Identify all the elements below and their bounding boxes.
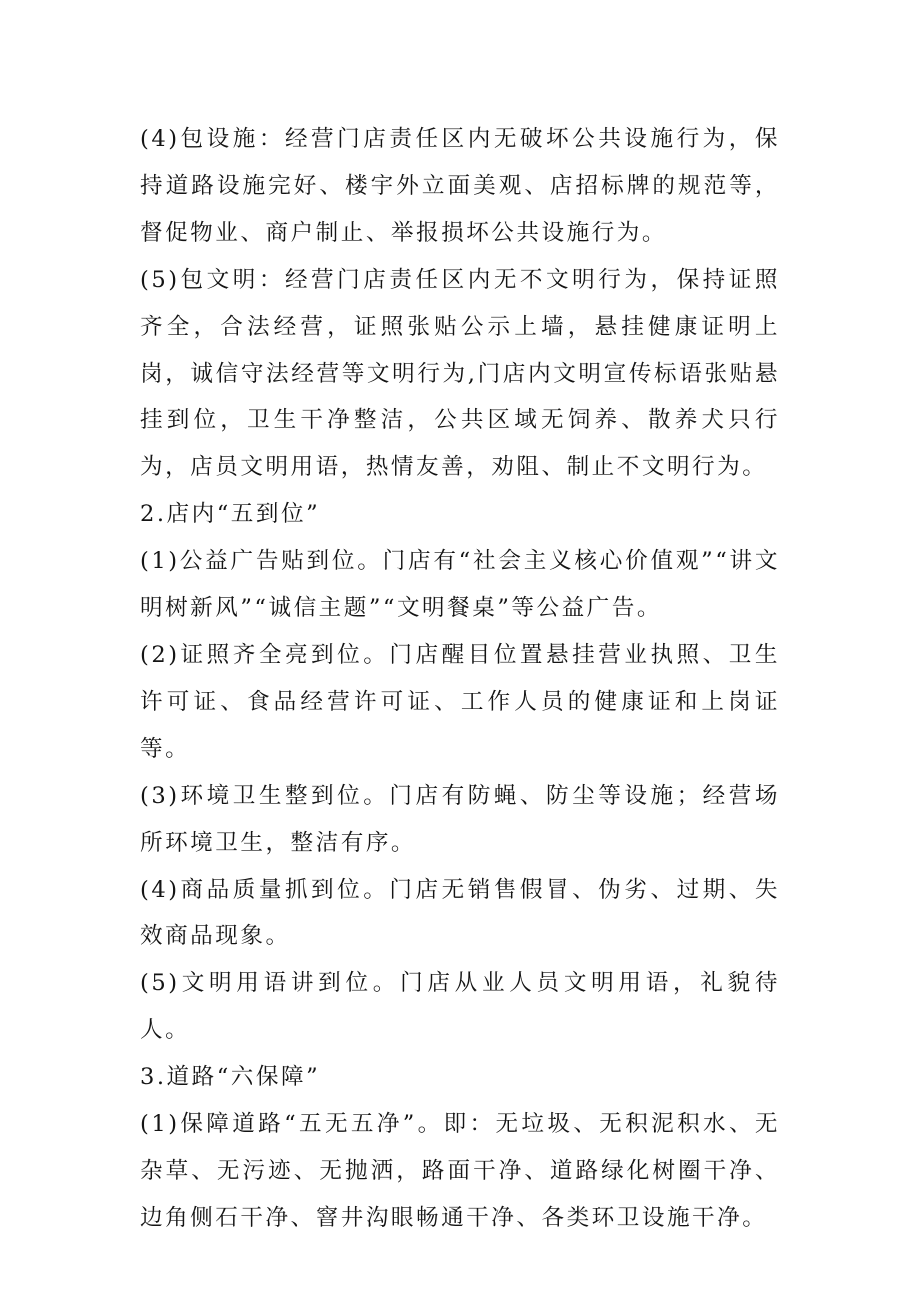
paragraph-public-ads: (1)公益广告贴到位。门店有“社会主义核心价值观”“讲文明树新风”“诚信主题”“文明餐桌”等公益广告。 [140,548,780,622]
section-heading-store-five: 2.店内“五到位” [140,501,321,528]
paragraph-language: (5)文明用语讲到位。门店从业人员文明用语，礼貌待人。 [140,970,780,1044]
document-page [140,116,780,1242]
section-heading-road-six: 3.道路“六保障” [140,1064,321,1091]
paragraph-hygiene: (3)环境卫生整到位。门店有防蝇、防尘等设施；经营场所环境卫生，整洁有序。 [140,782,780,856]
paragraph-quality: (4)商品质量抓到位。门店无销售假冒、伪劣、过期、失效商品现象。 [140,876,780,950]
paragraph-civility: (5)包文明：经营门店责任区内无不文明行为，保持证照齐全，合法经营，证照张贴公示上墙，悬挂健康证明上岗，诚信守法经营等文明行为,门店内文明宣传标语张贴悬挂到位，卫生干净整洁，公共区域无饲养、散养犬只行为，店员文明用语，热情友善，劝阻、制止不文明行为。 [140,266,780,481]
paragraph-facilities: (4)包设施：经营门店责任区内无破坏公共设施行为，保持道路设施完好、楼宇外立面美观、店招标牌的规范等，督促物业、商户制止、举报损坏公共设施行为。 [140,126,780,246]
paragraph-licenses: (2)证照齐全亮到位。门店醒目位置悬挂营业执照、卫生许可证、食品经营许可证、工作人员的健康证和上岗证等。 [140,641,780,762]
paragraph-road-clean: (1)保障道路“五无五净”。即：无垃圾、无积泥积水、无杂草、无污迹、无抛洒，路面干净、道路绿化树圈干净、边角侧石干净、窨井沟眼畅通干净、各类环卫设施干净。 [140,1111,780,1231]
